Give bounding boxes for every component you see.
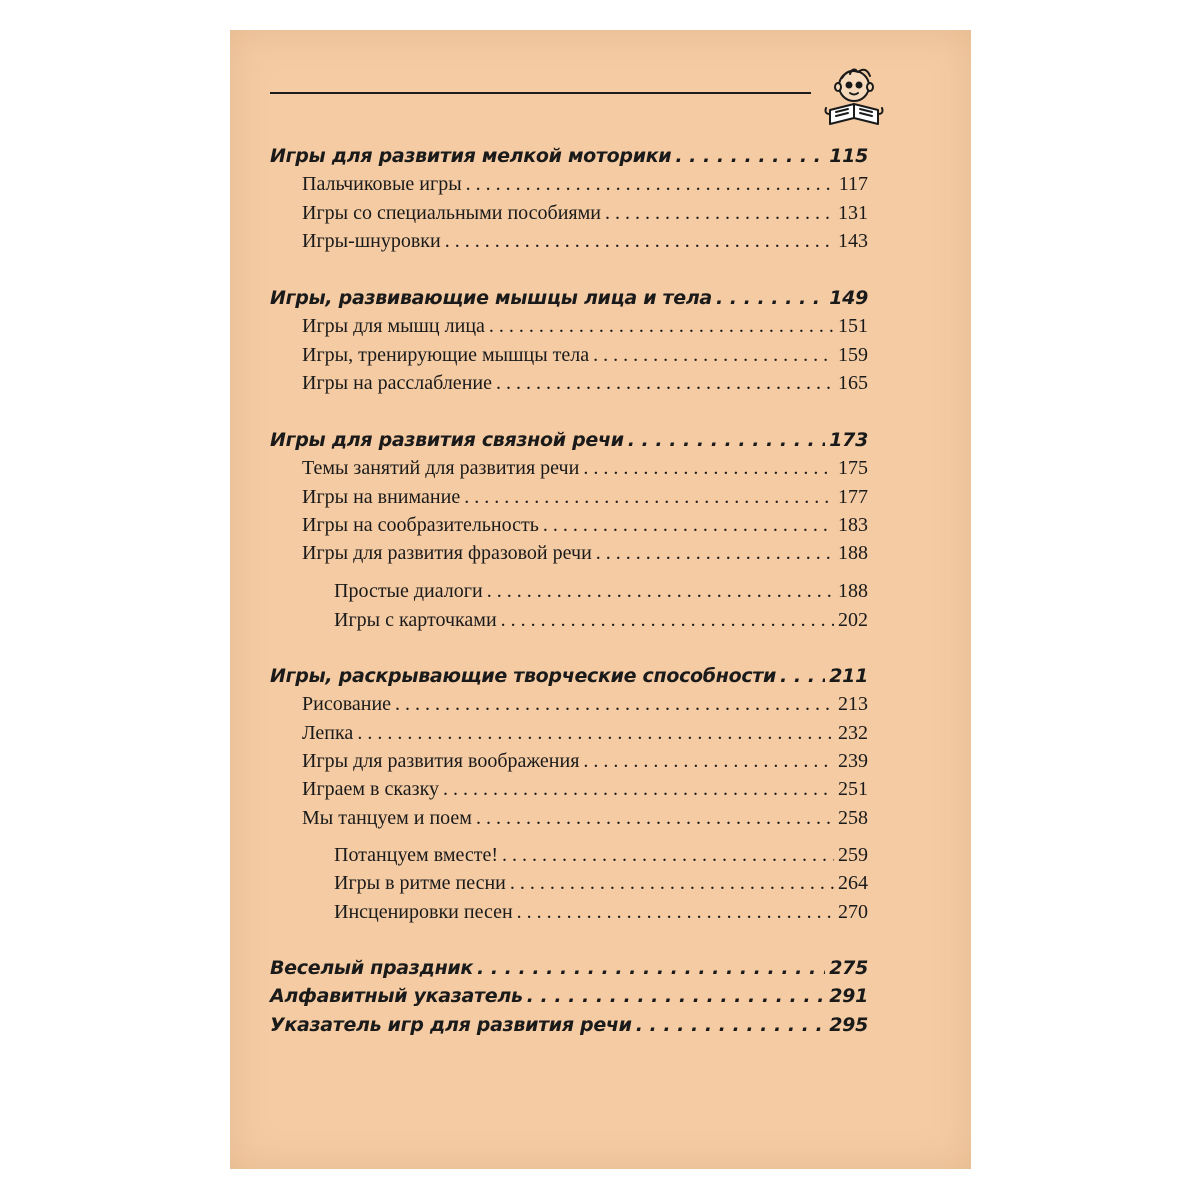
toc-entry-title: Игры, тренирующие мышцы тела xyxy=(302,344,590,366)
toc-leader-dots xyxy=(466,173,835,196)
toc-page-number: 258 xyxy=(838,807,868,829)
toc-page-number: 275 xyxy=(829,957,868,979)
toc-page-number: 295 xyxy=(829,1014,868,1036)
toc-entry-title: Игры на сообразительность xyxy=(302,514,539,536)
toc-page-number: 188 xyxy=(838,542,868,564)
toc-leader-dots xyxy=(502,844,834,867)
toc-subsection-entry[interactable] xyxy=(270,844,868,872)
toc-entry-title: Игры на внимание xyxy=(302,486,461,508)
toc-chapter-entry[interactable] xyxy=(270,287,868,315)
child-reading-book-icon xyxy=(820,60,892,132)
toc-page-number: 173 xyxy=(829,429,868,451)
toc-entry-title: Игры на расслабление xyxy=(302,372,492,394)
toc-entry-title: Игры в ритме песни xyxy=(334,872,506,894)
toc-section-entry[interactable] xyxy=(270,778,868,806)
toc-page-number: 188 xyxy=(838,580,868,602)
toc-page-number: 115 xyxy=(829,145,868,167)
toc-entry-title: Пальчиковые игры xyxy=(302,173,462,195)
toc-entry-title: Игры для развития воображения xyxy=(302,750,580,772)
toc-leader-dots xyxy=(395,693,834,716)
toc-entry-title: Инсценировки песен xyxy=(334,901,513,923)
toc-page-number: 175 xyxy=(838,457,868,479)
toc-page-number: 291 xyxy=(829,985,868,1007)
toc-section-entry[interactable] xyxy=(270,722,868,750)
toc-page-number: 259 xyxy=(838,844,868,866)
toc-leader-dots xyxy=(510,872,834,895)
toc-entry-title: Рисование xyxy=(302,693,392,715)
toc-section-entry[interactable] xyxy=(270,202,868,230)
toc-page-number: 270 xyxy=(838,901,868,923)
toc-entry-title: Простые диалоги xyxy=(334,580,483,602)
toc-page-number: 149 xyxy=(829,287,868,309)
toc-entry-title: Игры для развития мелкой моторики xyxy=(270,145,672,167)
header-rule xyxy=(270,92,811,94)
toc-leader-dots xyxy=(780,665,825,687)
toc-leader-dots xyxy=(445,230,834,253)
toc-page-number: 151 xyxy=(838,315,868,337)
toc-section-entry[interactable] xyxy=(270,457,868,485)
toc-section-entry[interactable] xyxy=(270,750,868,778)
toc-page-number: 232 xyxy=(838,722,868,744)
toc-leader-dots xyxy=(716,287,825,309)
toc-entry-title: Темы занятий для развития речи xyxy=(302,457,580,479)
toc-page-number: 117 xyxy=(838,173,868,195)
toc-entry-title: Указатель игр для развития речи xyxy=(270,1014,632,1036)
toc-entry-title: Игры-шнуровки xyxy=(302,230,441,252)
toc-subsection-entry[interactable] xyxy=(270,580,868,608)
toc-subsection-entry[interactable] xyxy=(270,609,868,637)
toc-chapter-entry[interactable] xyxy=(270,985,868,1013)
toc-entry-title: Игры для мышц лица xyxy=(302,315,485,337)
toc-chapter-entry[interactable] xyxy=(270,665,868,693)
toc-chapter-entry[interactable] xyxy=(270,145,868,173)
toc-leader-dots xyxy=(477,957,825,979)
toc-chapter-entry[interactable] xyxy=(270,429,868,457)
toc-entry-title: Мы танцуем и поем xyxy=(302,807,472,829)
toc-leader-dots xyxy=(476,807,834,830)
toc-section-entry[interactable] xyxy=(270,807,868,835)
toc-page-number: 131 xyxy=(838,202,868,224)
toc-leader-dots xyxy=(593,344,834,367)
toc-leader-dots xyxy=(596,542,834,565)
toc-chapter-entry[interactable] xyxy=(270,957,868,985)
toc-section-entry[interactable] xyxy=(270,230,868,258)
toc-entry-title: Лепка xyxy=(302,722,354,744)
toc-page-number: 213 xyxy=(838,693,868,715)
toc-leader-dots xyxy=(517,901,834,924)
toc-section-entry[interactable] xyxy=(270,173,868,201)
toc-subsection-entry[interactable] xyxy=(270,872,868,900)
toc-page-number: 251 xyxy=(838,778,868,800)
toc-leader-dots xyxy=(496,372,834,395)
toc-section-entry[interactable] xyxy=(270,372,868,400)
toc-section-entry[interactable] xyxy=(270,486,868,514)
toc-leader-dots xyxy=(443,778,834,801)
toc-leader-dots xyxy=(628,429,826,451)
toc-entry-title: Игры для развития связной речи xyxy=(270,429,624,451)
toc-leader-dots xyxy=(583,750,834,773)
toc-page-number: 239 xyxy=(838,750,868,772)
toc-section-entry[interactable] xyxy=(270,693,868,721)
toc-leader-dots xyxy=(543,514,834,537)
toc-page-number: 143 xyxy=(838,230,868,252)
toc-page-number: 159 xyxy=(838,344,868,366)
toc-entry-title: Игры со специальными пособиями xyxy=(302,202,601,224)
toc-subsection-entry[interactable] xyxy=(270,901,868,929)
toc-entry-title: Алфавитный указатель xyxy=(270,985,523,1007)
toc-leader-dots xyxy=(605,202,834,225)
toc-leader-dots xyxy=(501,609,834,632)
toc-leader-dots xyxy=(675,145,825,167)
toc-leader-dots xyxy=(636,1014,826,1036)
toc-entry-title: Играем в сказку xyxy=(302,778,440,800)
toc-entry-title: Игры для развития фразовой речи xyxy=(302,542,592,564)
toc-page-number: 177 xyxy=(838,486,868,508)
toc-leader-dots xyxy=(487,580,834,603)
toc-section-entry[interactable] xyxy=(270,315,868,343)
toc-leader-dots xyxy=(357,722,834,745)
toc-leader-dots xyxy=(464,486,834,509)
toc-page-number: 183 xyxy=(838,514,868,536)
toc-section-entry[interactable] xyxy=(270,514,868,542)
toc-entry-title: Игры, раскрывающие творческие способности xyxy=(270,665,777,687)
toc-section-entry[interactable] xyxy=(270,344,868,372)
toc-leader-dots xyxy=(489,315,834,338)
toc-entry-title: Веселый праздник xyxy=(270,957,474,979)
toc-entry-title: Игры с карточками xyxy=(334,609,497,631)
toc-leader-dots xyxy=(527,985,826,1007)
toc-page-number: 165 xyxy=(838,372,868,394)
book-page xyxy=(230,30,971,1169)
toc-page-number: 264 xyxy=(838,872,868,894)
toc-entry-title: Игры, развивающие мышцы лица и тела xyxy=(270,287,712,309)
toc-chapter-entry[interactable] xyxy=(270,1014,868,1042)
toc-entry-title: Потанцуем вместе! xyxy=(334,844,499,866)
toc-section-entry[interactable] xyxy=(270,542,868,570)
toc-leader-dots xyxy=(583,457,834,480)
toc-page-number: 211 xyxy=(829,665,868,687)
toc-page-number: 202 xyxy=(838,609,868,631)
